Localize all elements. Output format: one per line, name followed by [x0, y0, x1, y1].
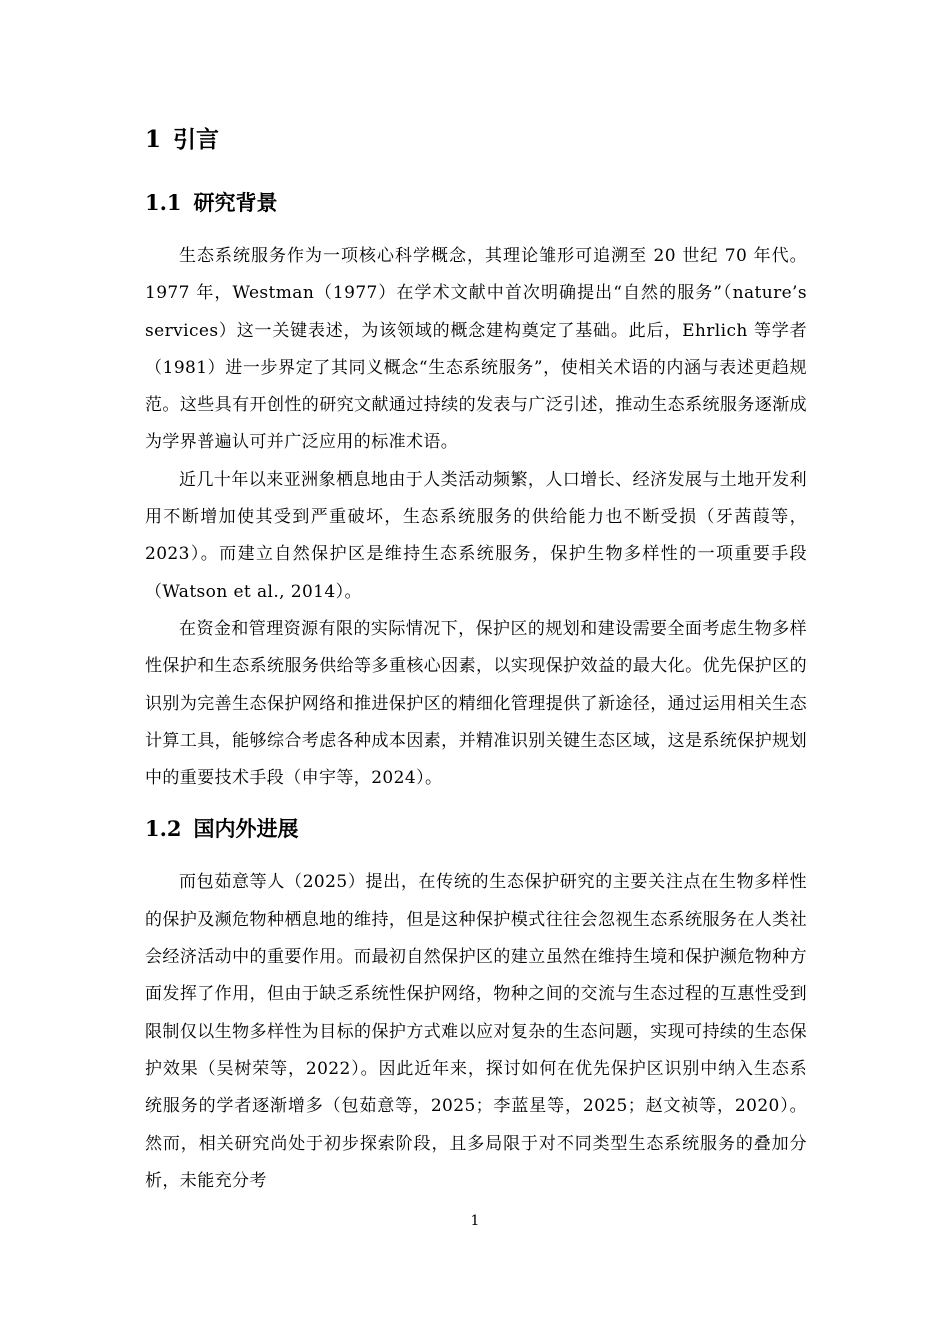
section-number: 1.1	[145, 190, 182, 215]
body-paragraph: 近几十年以来亚洲象栖息地由于人类活动频繁，人口增长、经济发展与土地开发利用不断增加使其受到严重破坏，生态系统服务的供给能力也不断受损（牙茜葭等，2023）。而建立自然保护区是维持生态系统服务，保护生物多样性的一项重要手段（Watson et al., 2014）。	[145, 469, 807, 602]
body-paragraph: 生态系统服务作为一项核心科学概念，其理论雏形可追溯至 20 世纪 70 年代。1977 年，Westman（1977）在学术文献中首次明确提出“自然的服务”（nature’s services）这一关键表述，为该领域的概念建构奠定了基础。此后，Ehrlich 等学者（1981）进一步界定了其同义概念“生态系统服务”，使相关术语的内涵与表述更趋规范。这些具有开创性的研究文献通过持续的发表与广泛引述，推动生态系统服务逐渐成为学界普遍认可并广泛应用的标准术语。	[145, 246, 807, 453]
page-content	[145, 118, 807, 1200]
section-number: 1.2	[145, 816, 182, 842]
section-title: 国内外进展	[193, 816, 299, 842]
section-heading-background	[145, 183, 807, 223]
section-title: 研究背景	[193, 190, 278, 215]
section-heading-progress	[145, 809, 807, 849]
chapter-number: 1	[145, 126, 162, 153]
section-body-progress	[145, 864, 807, 1200]
chapter-heading	[145, 118, 807, 162]
body-paragraph: 而包茹意等人（2025）提出，在传统的生态保护研究的主要关注点在生物多样性的保护及濒危物种栖息地的维持，但是这种保护模式往往会忽视生态系统服务在人类社会经济活动中的重要作用。而最初自然保护区的建立虽然在维持生境和保护濒危物种方面发挥了作用，但由于缺乏系统性保护网络，物种之间的交流与生态过程的互惠性受到限制仅以生物多样性为目标的保护方式难以应对复杂的生态问题，实现可持续的生态保护效果（吴树荣等，2022）。因此近年来，探讨如何在优先保护区识别中纳入生态系统服务的学者逐渐增多（包茹意等，2025；李蓝星等，2025；赵文祯等，2020）。然而，相关研究尚处于初步探索阶段，且多局限于对不同类型生态系统服务的叠加分析，未能充分考	[145, 872, 807, 1191]
section-body-background	[145, 238, 807, 797]
chapter-title: 引言	[173, 126, 220, 153]
body-paragraph: 在资金和管理资源有限的实际情况下，保护区的规划和建设需要全面考虑生物多样性保护和生态系统服务供给等多重核心因素，以实现保护效益的最大化。优先保护区的识别为完善生态保护网络和推进保护区的精细化管理提供了新途径，通过运用相关生态计算工具，能够综合考虑各种成本因素，并精准识别关键生态区域，这是系统保护规划中的重要技术手段（申宇等，2024）。	[145, 618, 807, 789]
page-number: 1	[470, 1213, 480, 1229]
